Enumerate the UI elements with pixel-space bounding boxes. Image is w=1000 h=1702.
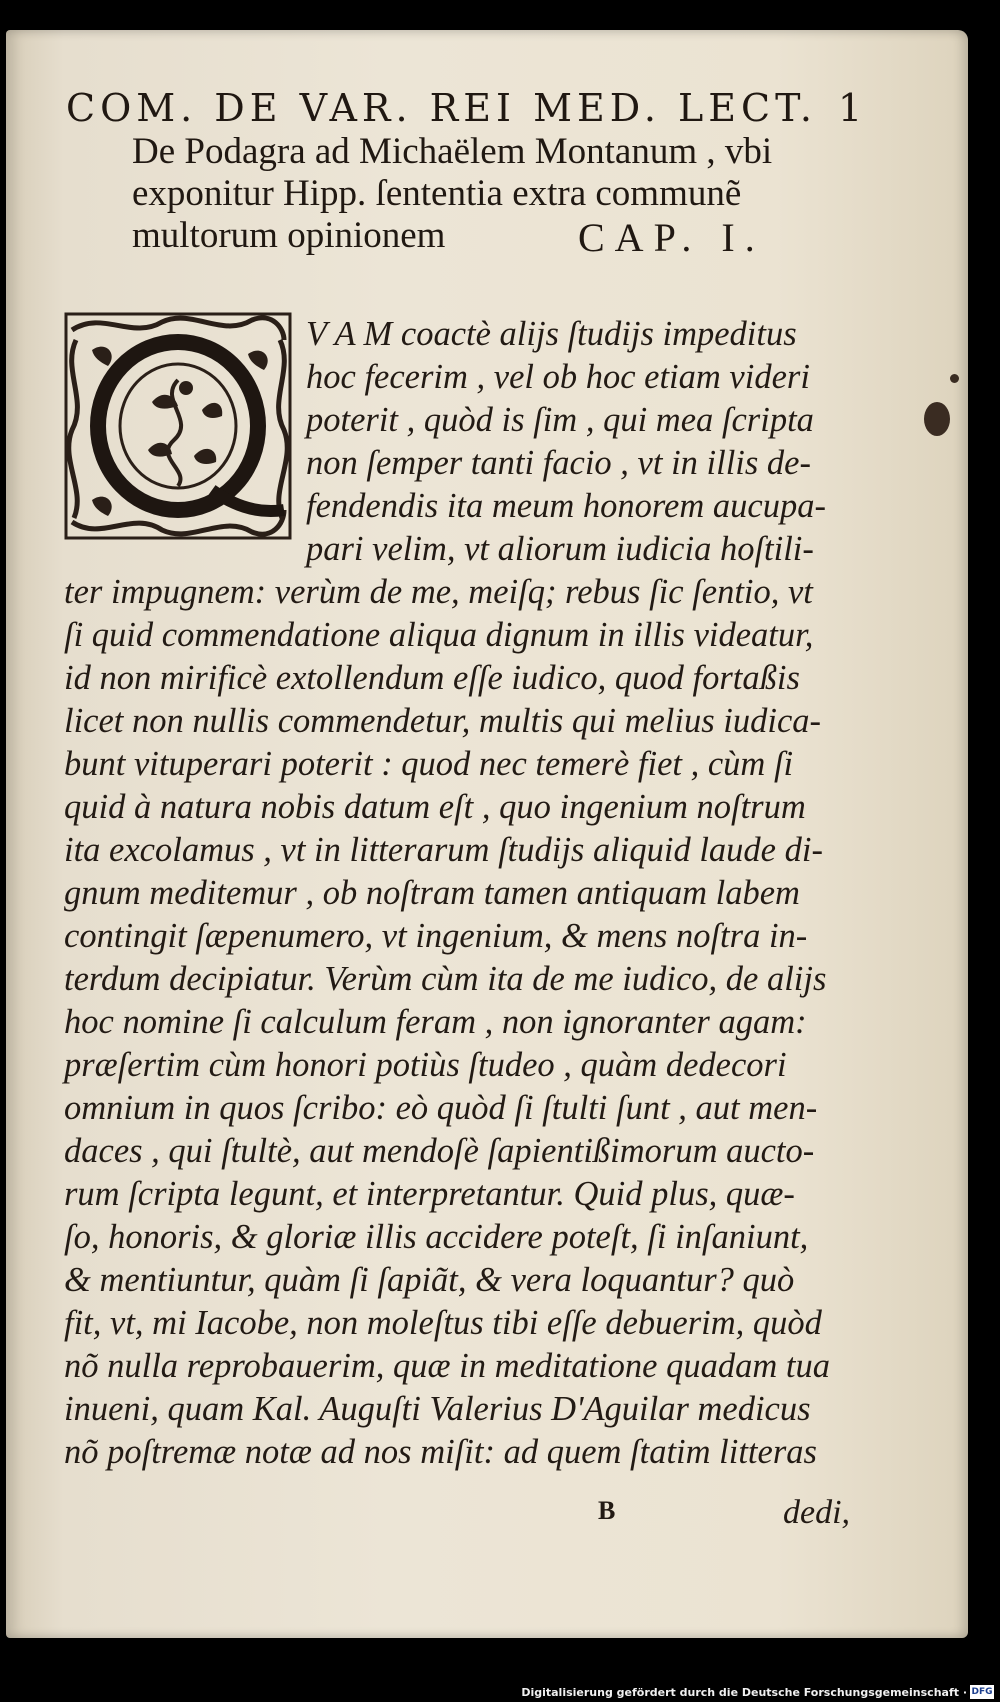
text-line-5: fendendis ita meum honorem aucupa- (306, 487, 826, 525)
ink-blot (924, 402, 950, 436)
text-line-20: daces , qui ſtultè, aut mendoſè ſapientißimorum aucto- (64, 1132, 815, 1170)
text-line-10: licet non nullis commendetur, multis qui melius iudica- (64, 702, 821, 740)
chapter-title-line-3: multorum opinionem (132, 215, 446, 256)
catchword: dedi, (783, 1494, 851, 1531)
text-line-12: quid à natura nobis datum eſt , quo ingenium noſtrum (64, 788, 806, 826)
text-line-15: contingit ſæpenumero, vt ingenium, & mens noſtra in- (64, 917, 808, 955)
text-line-26: inueni, quam Kal. Auguſti Valerius D'Aguilar medicus (64, 1390, 811, 1428)
text-line-3: poterit , quòd is ſim , qui mea ſcripta (306, 401, 814, 439)
decorated-initial-q-icon (62, 310, 294, 542)
text-line-2: hoc fecerim , vel ob hoc etiam videri (306, 358, 810, 396)
text-line-8: ſi quid commendatione aliqua dignum in illis videatur, (64, 616, 814, 654)
text-line-16: terdum decipiatur. Verùm cùm ita de me iudico, de alijs (64, 960, 827, 998)
text-line-18: præſertim cùm honori potiùs ſtudeo , quàm dedecori (64, 1046, 787, 1084)
text-line-19: omnium in quos ſcribo: eò quòd ſi ſtulti ſunt , aut men- (64, 1089, 818, 1127)
text-line-23: & mentiuntur, quàm ſi ſapiãt, & vera loquantur? quò (64, 1261, 795, 1299)
text-line-11: bunt vituperari poterit : quod nec temerè fiet , cùm ſi (64, 745, 794, 783)
text-line-24: fit, vt, mi Iacobe, non moleſtus tibi eſſe debuerim, quòd (64, 1304, 822, 1342)
text-line-14: gnum meditemur , ob noſtram tamen antiquam labem (64, 874, 800, 912)
text-line-22: ſo, honoris, & gloriæ illis accidere poteſt, ſi inſaniunt, (64, 1218, 809, 1256)
text-line-17: hoc nomine ſi calculum feram , non ignoranter agam: (64, 1003, 807, 1041)
text-line-27: nõ poſtremæ notæ ad nos miſit: ad quem ſtatim litteras (64, 1433, 817, 1471)
folio-number: 1 (838, 86, 863, 130)
text-line-7: ter impugnem: verùm de me, meiſq; rebus ſic ſentio, vt (64, 573, 813, 611)
text-line-4: non ſemper tanti facio , vt in illis de- (306, 444, 811, 482)
text-line-1: V A M coactè alijs ſtudijs impeditus (306, 315, 797, 353)
signature-mark: B (598, 1496, 616, 1525)
chapter-number: CAP. I. (578, 215, 765, 260)
running-header: COM. DE VAR. REI MED. LECT. (66, 86, 817, 130)
text-line-6: pari velim, vt aliorum iudicia hoſtili- (306, 530, 814, 568)
digitization-credit: Digitalisierung gefördert durch die Deutsche Forschungsgemeinschaft · (521, 1686, 967, 1699)
ink-speck (950, 374, 959, 383)
text-line-9: id non mirificè extollendum eſſe iudico, quod fortaßis (64, 659, 800, 697)
text-line-21: rum ſcripta legunt, et interpretantur. Quid plus, quæ- (64, 1175, 795, 1213)
dfg-logo-icon: DFG (971, 1687, 993, 1697)
text-line-25: nõ nulla reprobauerim, quæ in meditatione quadam tua (64, 1347, 830, 1385)
chapter-title-line-1: De Podagra ad Michaëlem Montanum , vbi (132, 131, 773, 172)
text-line-13: ita excolamus , vt in litterarum ſtudijs aliquid laude di- (64, 831, 823, 869)
chapter-title-line-2: exponitur Hipp. ſententia extra communẽ (132, 173, 742, 214)
